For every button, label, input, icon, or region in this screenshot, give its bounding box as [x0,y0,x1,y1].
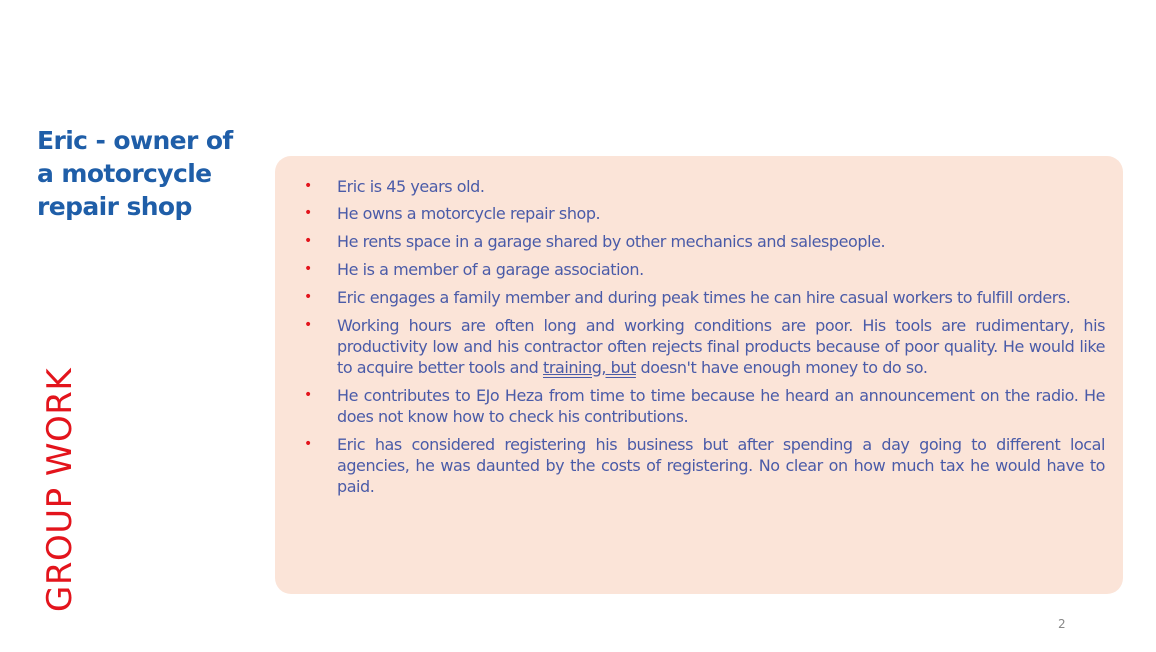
bullet-text-underlined: training, but [543,358,636,377]
bullet-text-before: Working hours are often long and working conditions are poor. His tools are rudimentary, his productivity low and his contractor often rejects final products because of poor quality. He would like to acquire better tools and [337,316,1105,377]
bullet-text: He contributes to EJo Heza from time to time because he heard an announcement on the radio. He does not know how to check his contributions. [337,386,1105,426]
bullet-icon: • [304,289,312,305]
bullet-list [275,156,1123,497]
bullet-icon: • [304,178,312,194]
bullet-icon: • [304,261,312,277]
bullet-icon: • [304,205,312,221]
bullet-text: Eric has considered registering his business but after spending a day going to different local agencies, he was daunted by the costs of registering. No clear on how much tax he would have to paid. [337,435,1105,496]
bullet-icon: • [304,317,312,333]
bullet-icon: • [304,233,312,249]
bullet-text-after: doesn't have enough money to do so. [635,358,928,377]
bullet-item-age [304,176,1105,197]
group-work-label: GROUP WORK [40,367,80,612]
bullet-icon: • [304,436,312,452]
bullet-item-working-conditions [304,315,1105,378]
bullet-text: He is a member of a garage association. [337,260,644,279]
slide-title: Eric - owner of a motorcycle repair shop [37,126,233,221]
content-box [275,156,1123,594]
bullet-item-contributions [304,385,1105,427]
bullet-item-registration [304,434,1105,497]
bullet-text: Eric engages a family member and during peak times he can hire casual workers to fulfill orders. [337,288,1071,307]
bullet-item-space [304,231,1105,252]
bullet-icon: • [304,387,312,403]
bullet-text: Eric is 45 years old. [337,177,485,196]
bullet-text: He rents space in a garage shared by other mechanics and salespeople. [337,232,886,251]
page-number: 2 [1058,617,1066,631]
bullet-item-workers [304,287,1105,308]
bullet-item-association [304,259,1105,280]
bullet-item-business [304,203,1105,224]
bullet-text: He owns a motorcycle repair shop. [337,204,601,223]
